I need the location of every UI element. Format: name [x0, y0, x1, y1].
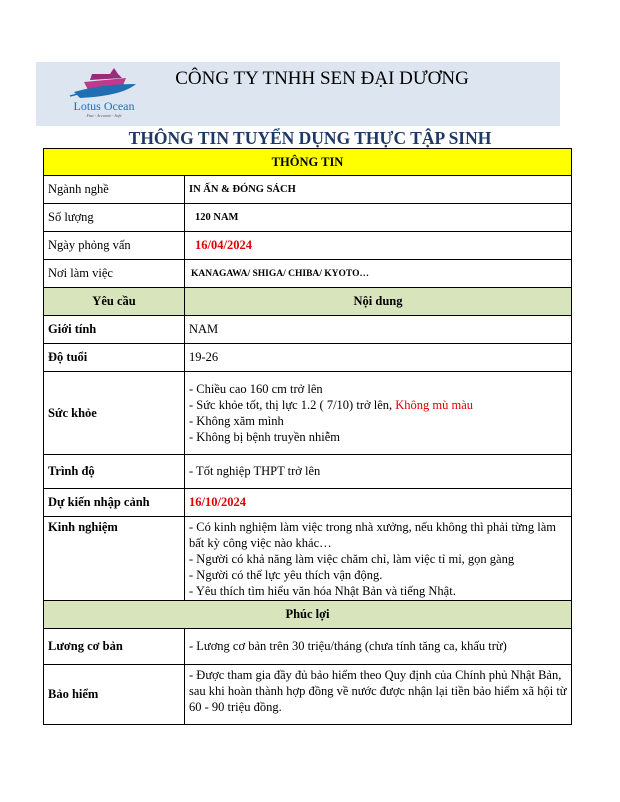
list-item: - Chiều cao 160 cm trở lên [189, 382, 323, 396]
table-row [44, 344, 572, 372]
logo-slogan: Fast - Accurate - Safe [86, 113, 122, 118]
recruitment-info-table [43, 148, 572, 725]
interview-date: 16/04/2024 [185, 232, 572, 260]
table-row [44, 629, 572, 665]
table-row [44, 232, 572, 260]
value-cell: NAM [185, 316, 572, 344]
requirements-header-right: Nội dung [185, 288, 572, 316]
list-item: - Không bị bệnh truyền nhiễm [189, 430, 341, 444]
label-cell: Sức khỏe [44, 372, 185, 455]
list-item: - Sức khỏe tốt, thị lực 1.2 ( 7/10) trở lên, Không mù màu [189, 398, 474, 412]
requirements-header-row [44, 288, 572, 316]
table-row [44, 204, 572, 232]
label-cell: Ngày phỏng vấn [44, 232, 185, 260]
list-item: - Yêu thích tìm hiểu văn hóa Nhật Bản và tiếng Nhật. [189, 584, 456, 598]
label-cell: Trình độ [44, 455, 185, 489]
list-item: - Có kinh nghiệm làm việc trong nhà xưởng, nếu không thì phải từng làm bất kỳ công việc nào khác… [189, 520, 556, 550]
list-item: - Người có thể lực yêu thích vận động. [189, 568, 383, 582]
table-row [44, 316, 572, 344]
value-cell: 19-26 [185, 344, 572, 372]
label-cell: Ngành nghề [44, 176, 185, 204]
health-value-cell [185, 372, 572, 455]
label-cell: Dự kiến nhập cảnh [44, 489, 185, 517]
label-cell: Nơi làm việc [44, 260, 185, 288]
label-cell: Số lượng [44, 204, 185, 232]
logo-text: Lotus Ocean [73, 99, 135, 113]
page-title: THÔNG TIN TUYỂN DỤNG THỰC TẬP SINH [128, 128, 492, 148]
label-cell: Lương cơ bản [44, 629, 185, 665]
list-item: - Người có khả năng làm việc chăm chỉ, làm việc tỉ mỉ, gọn gàng [189, 552, 515, 566]
list-item: - Không xăm mình [189, 414, 284, 428]
table-row [44, 372, 572, 455]
entry-date: 16/10/2024 [185, 489, 572, 517]
label-cell: Kinh nghiệm [44, 517, 185, 601]
table-row [44, 176, 572, 204]
table-row [44, 260, 572, 288]
info-header: THÔNG TIN [44, 149, 572, 176]
label-cell: Độ tuổi [44, 344, 185, 372]
label-cell: Giới tính [44, 316, 185, 344]
value-cell: - Được tham gia đầy đủ bảo hiểm theo Quy định của Chính phủ Nhật Bản, sau khi hoàn thành hợp đồng về nước được nhận lại tiền bảo hiểm xã hội từ 60 - 90 triệu đồng. [185, 665, 572, 725]
value-cell: - Lương cơ bản trên 30 triệu/tháng (chưa tính tăng ca, khấu trừ) [185, 629, 572, 665]
company-name: CÔNG TY TNHH SEN ĐẠI DƯƠNG [175, 68, 469, 89]
table-row [44, 455, 572, 489]
value-cell: - Tốt nghiệp THPT trở lên [185, 455, 572, 489]
requirements-header-left: Yêu cầu [44, 288, 185, 316]
value-cell: IN ẤN & ĐÓNG SÁCH [185, 176, 572, 204]
table-row [44, 665, 572, 725]
experience-value-cell [185, 517, 572, 601]
label-cell: Bảo hiểm [44, 665, 185, 725]
color-blindness-note: Không mù màu [395, 398, 474, 412]
table-row [44, 489, 572, 517]
info-header-row [44, 149, 572, 176]
value-cell: KANAGAWA/ SHIGA/ CHIBA/ KYOTO… [185, 260, 572, 288]
value-cell: 120 NAM [185, 204, 572, 232]
benefits-header: Phúc lợi [44, 601, 572, 629]
table-row [44, 517, 572, 601]
benefits-header-row [44, 601, 572, 629]
